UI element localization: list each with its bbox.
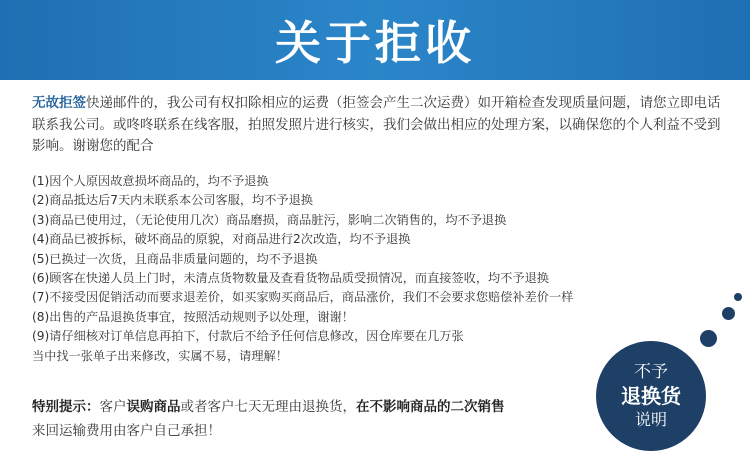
rule-item: (6)顾客在快递人员上门时，未清点货物数量及查看货物品质受损情况，而直接签收，均不予退换 [32, 271, 549, 286]
rule-item: (9)请仔细核对订单信息再拍下，付款后不给予任何信息修改，因仓库要在几万张 [32, 329, 464, 344]
rule-item: (1)因个人原因故意损坏商品的，均不予退换 [32, 174, 269, 188]
note-bold-1: 误购商品 [126, 399, 181, 415]
decor-dot-small [734, 293, 742, 301]
rule-item: (7)不接受因促销活动而要求退差价，如买家购买商品后，商品涨价，我们不会要求您赔偿补差价一样 [32, 290, 574, 305]
rule-item: (8)出售的产品退换货事宜，按照活动规则予以处理，谢谢！ [32, 309, 354, 324]
rules-list [32, 172, 672, 366]
page-title: 关于拒收 [275, 16, 475, 70]
note-bold-2: 在不影响商品的二次销售 [356, 399, 505, 415]
badge-line-3: 说明 [634, 410, 667, 429]
no-return-badge [596, 341, 706, 451]
note-part-2: 或者客户七天无理由退换货， [180, 399, 356, 415]
note-label: 特别提示： [32, 399, 100, 415]
intro-highlight: 无故拒签 [32, 95, 86, 111]
intro-text: 快递邮件的，我公司有权扣除相应的运费（拒签会产生二次运费）如开箱检查发现质量问题，请您立即电话联系我公司。或咚咚联系在线客服，拍照发照片进行核实，我们会做出相应的处理方案，以确保您的个人利益不受到影响。谢谢您的配合 [32, 95, 721, 154]
decor-dot-large [700, 330, 717, 347]
header-banner [0, 0, 750, 80]
note-part-1: 客户 [99, 399, 127, 415]
badge-line-1: 不予 [634, 362, 668, 382]
rule-continuation: 当中找一张单子出来修改，实属不易，请理解！ [32, 348, 288, 363]
rule-item: (5)已换过一次货，且商品非质量问题的，均不予退换 [32, 251, 318, 266]
note-line-1 [32, 395, 592, 419]
badge-line-2: 退换货 [621, 384, 681, 408]
rule-item: (4)商品已被拆标，破坏商品的原貌，对商品进行2次改造，均不予退换 [32, 232, 411, 247]
rule-item: (3)商品已使用过，（无论使用几次）商品磨损，商品脏污，影响二次销售的，均不予退换 [32, 212, 507, 227]
note-line-2: 来回运输费用由客户自己承担！ [32, 423, 221, 439]
decor-dot-medium [722, 307, 735, 320]
intro-paragraph [32, 93, 722, 158]
rule-item: (2)商品抵达后7天内未联系本公司客服，均不予退换 [32, 193, 313, 208]
special-note [32, 395, 592, 443]
